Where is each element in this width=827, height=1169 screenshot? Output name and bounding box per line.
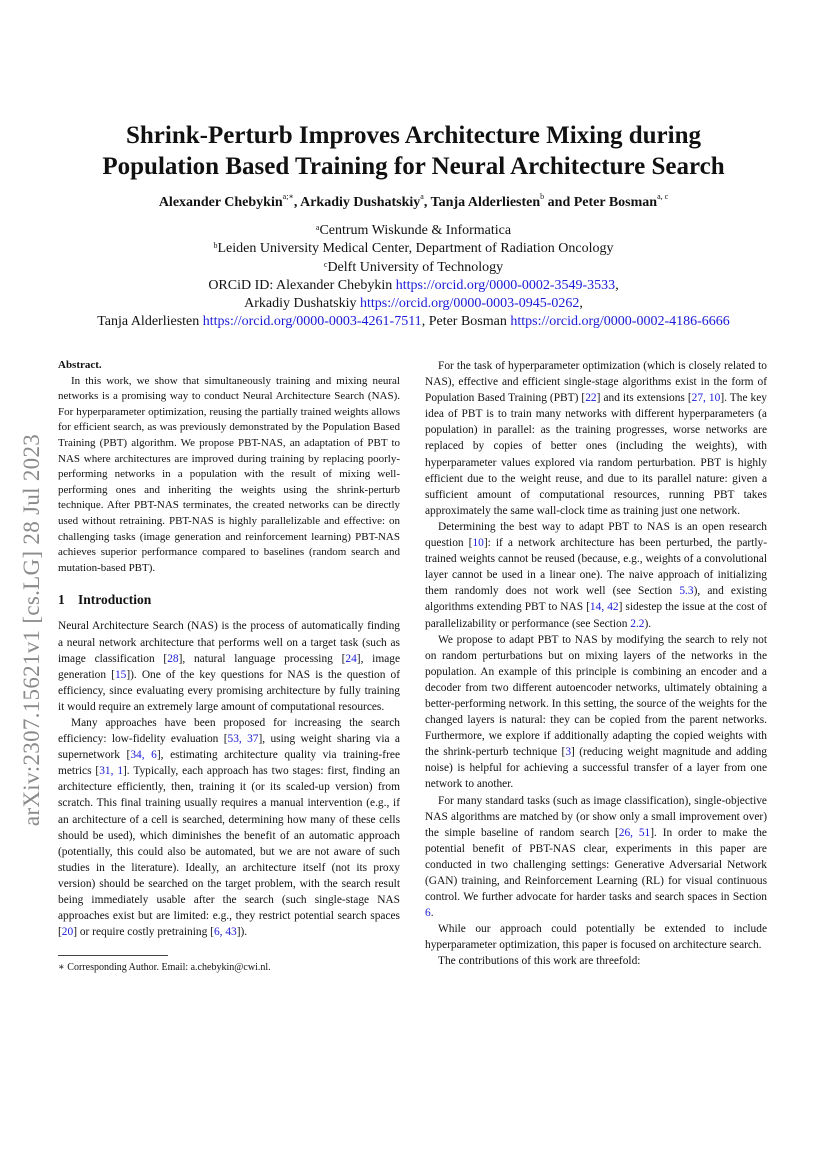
section-ref-link[interactable]: 5.3 [679, 585, 694, 598]
citation-link[interactable]: 6, 43 [213, 926, 237, 939]
orcid-name: Tanja Alderliesten [97, 314, 203, 330]
affiliation-mark: a [315, 223, 320, 232]
section-title: Introduction [78, 592, 152, 608]
body-paragraph: The contributions of this work are threefold: [438, 955, 641, 968]
citation-link[interactable]: 53, 37 [227, 733, 259, 746]
orcid-line [40, 313, 787, 331]
orcid-link[interactable]: https://orcid.org/0000-0002-3549-3533 [395, 277, 616, 293]
affiliation-text: Leiden University Medical Center, Department of Radiation Oncology [217, 241, 614, 257]
citation-link[interactable]: 22 [585, 392, 597, 405]
arxiv-identifier: arXiv:2307.15621v1 [cs.LG] 28 Jul 2023 [19, 433, 44, 827]
author-affil-mark: a, c [657, 192, 669, 201]
citation-link[interactable]: 26, 51 [618, 826, 651, 839]
orcid-link[interactable]: https://orcid.org/0000-0003-0945-0262 [359, 296, 580, 312]
citation-link[interactable]: 14, 42 [589, 601, 619, 614]
section-ref-link[interactable]: 2.2 [630, 617, 645, 630]
citation-link[interactable]: 24 [345, 652, 357, 665]
affiliation-text: Delft University of Technology [327, 259, 504, 275]
citation-link[interactable]: 31, 1 [99, 765, 124, 778]
abstract-heading: Abstract. [58, 359, 102, 371]
abstract [58, 358, 400, 576]
orcid-link[interactable]: https://orcid.org/0000-0003-4261-7511 [202, 314, 422, 330]
orcid-name: , Peter Bosman [421, 314, 511, 330]
citation-link[interactable]: 34, 6 [130, 749, 157, 762]
orcid-separator: , [579, 296, 583, 312]
footnote [58, 955, 400, 974]
orcid-name: Arkadiy Dushatskiy [244, 296, 360, 312]
citation-link[interactable]: 3 [565, 746, 572, 759]
section-number: 1 [58, 592, 65, 608]
citation-link[interactable]: 28 [167, 652, 179, 665]
title-line-1: Shrink-Perturb Improves Architecture Mixing during [126, 122, 701, 149]
arxiv-sidebar [16, 380, 48, 880]
orcid-line [40, 295, 787, 313]
affiliation-line [40, 259, 787, 277]
orcid-link[interactable]: https://orcid.org/0000-0002-4186-6666 [510, 314, 730, 330]
body-paragraph: While our approach could potentially be extended to include hyperparameter optimization, this paper is focused on architecture search. [425, 923, 767, 952]
affiliation-mark: c [323, 259, 328, 269]
footnote-rule [58, 955, 168, 956]
affiliation-line [40, 240, 787, 258]
citation-link[interactable]: 20 [61, 926, 74, 939]
author-affil-mark: a [420, 192, 424, 201]
citation-link[interactable]: 15 [114, 668, 127, 681]
footnote-text: ∗ Corresponding Author. Email: a.chebykin@cwi.nl. [58, 962, 271, 973]
author-separator: and [544, 195, 574, 210]
section-ref-link[interactable]: 6 [425, 907, 431, 920]
left-column [58, 358, 400, 940]
paper-title [40, 120, 787, 182]
author-name: Peter Bosman [573, 195, 658, 210]
body-paragraph: We propose to adapt PBT to NAS by modifying the search to rely not on random perturbations but on mixing layers of the networks in the population. An example of this principle is combining an encoder and a decoder from two different autoencoder networks, ultimately obtaining a better-performing network. In this setting, the source of the weights for the changed layers is natural: they can be copied from the parent networks. Furthermore, we explore if additionally adapting the copied weights with the shrink-perturb technique [3] (reducing weight magnitude and adding noise) is helpful for achieving a successful transfer of a layer from one network to another. [425, 633, 767, 791]
author-name: Alexander Chebykin [158, 195, 283, 210]
author-list [40, 192, 787, 211]
right-column [425, 358, 767, 970]
orcid-line [40, 277, 787, 295]
citation-link[interactable]: 27, 10 [691, 392, 721, 405]
author-name: Arkadiy Dushatskiy [300, 195, 421, 210]
author-affil-mark: b [540, 192, 545, 201]
affiliation-text: Centrum Wiskunde & Informatica [319, 223, 512, 238]
orcid-label: ORCiD ID: Alexander Chebykin [208, 277, 396, 293]
body-paragraph: Neural Architecture Search (NAS) is the process of automatically finding a neural network architecture that performs well on a target task (such as image classification [28], natural language processing [24], image generation [15]). One of the key questions for NAS is the question of efficiency, since evaluating every promising architecture by fully training it would require an extremely large amount of computational resources. [58, 620, 401, 713]
author-separator: , [423, 195, 431, 210]
abstract-body: In this work, we show that simultaneously training and mixing neural networks is a promising way to conduct Neural Architecture Search (NAS). For hyperparameter optimization, reusing the partially trained weights allows for efficient search, as was previously demonstrated by the Population Based Training (PBT) algorithm. We propose PBT-NAS, an adaptation of PBT to NAS where architectures are improved during training by replacing poorly-performing networks in a population with the result of mixing well-performing ones and inheriting the weights using the shrink-perturb technique. After PBT-NAS terminates, the created networks can be directly used without retraining. PBT-NAS is highly parallelizable and effective: on challenging tasks (image generation and reinforcement learning) PBT-NAS achieves superior performance compared to baselines (random search and mutation-based PBT). [58, 374, 400, 574]
citation-link[interactable]: 10 [472, 537, 484, 550]
orcid-separator: , [615, 277, 619, 293]
body-paragraph: For the task of hyperparameter optimization (which is closely related to NAS), effective and efficient single-stage algorithms exist in the form of Population Based Training (PBT) [22] and its extensions [27, 10]. The key idea of PBT is to train many networks with different hyperparameters (a population) in parallel: as the training progresses, worse networks are replaced by copies of better ones (including the weights), with hyperparameter values explored via random perturbation. PBT is highly efficient due to the weight reuse, and due to its parallel nature: given a sufficient amount of computational resources, running PBT takes approximately the same wall-clock time as training just one network. [425, 360, 767, 517]
title-line-2: Population Based Training for Neural Architecture Search [102, 153, 725, 180]
affiliations [40, 222, 787, 332]
author-name: Tanja Alderliesten [430, 195, 541, 210]
affiliation-line [40, 222, 787, 240]
author-separator: , [293, 195, 301, 210]
body-paragraph: For many standard tasks (such as image classification), single-objective NAS algorithms are matched by (or show only a small improvement over) the simple baseline of random search [26, 51]. In order to make the potential benefit of PBT-NAS clear, experiments in this paper are conducted in two challenging settings: Generative Adversarial Network (GAN) training, and Reinforcement Learning (RL) for visual continuous control. We further advocate for harder tasks and search spaces in Section 6. [425, 794, 767, 920]
section-heading [58, 592, 400, 608]
body-paragraph: Determining the best way to adapt PBT to NAS is an open research question [10]: if a network architecture has been perturbed, the partly-trained weights cannot be reused (because, e.g., weights of a convolutional layer cannot be used in a linear one). The naive approach of initializing them randomly does not work well (see Section 5.3), and existing algorithms extending PBT to NAS [14, 42] sidestep the issue at the cost of parallelizability or performance (see Section 2.2). [425, 520, 768, 630]
body-paragraph: Many approaches have been proposed for increasing the search efficiency: low-fidelity evaluation [53, 37], using weight sharing via a supernetwork [34, 6], estimating architecture quality via training-free metrics [31, 1]. Typically, each approach has two stages: first, finding an architecture efficiently, then, training it (or its scaled-up version) from scratch. This final training usually requires a manual intervention (e.g., if an architecture of a cell is searched, determining how many of these cells should be used), which diminishes the benefit of an automatic approach (potentially, this could also be automated, but we are not aware of such studies in the literature). Ideally, an architecture itself (not its proxy version) should be searched on the target problem, with the search result being immediately usable after the search (such single-stage NAS approaches exist but are limited: e.g., they restrict potential search spaces [20] or require costly pretraining [6, 43]). [58, 716, 400, 939]
affiliation-mark: b [213, 241, 218, 251]
author-affil-mark: a;∗ [282, 192, 294, 201]
